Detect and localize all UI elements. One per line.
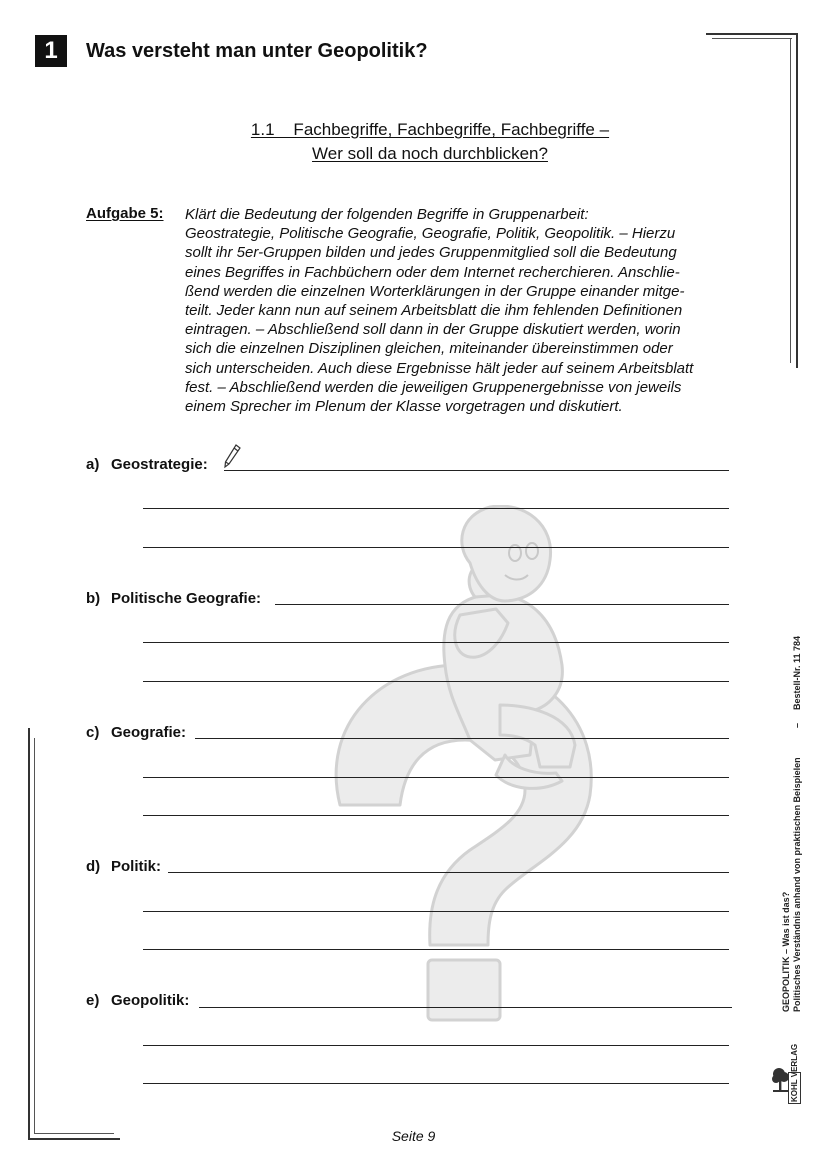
answer-line-e-2[interactable]	[143, 1045, 729, 1046]
task-label: Aufgabe 5:	[86, 205, 164, 222]
answer-line-a-1[interactable]	[224, 470, 729, 471]
task-line: fest. – Abschließend werden die jeweiligen Gruppenergebnisse von jeweils	[185, 378, 682, 396]
answer-line-d-2[interactable]	[143, 911, 729, 912]
sidebar-book-title: GEOPOLITIK – Was ist das?	[781, 891, 791, 1012]
question-a-term: Geostrategie:	[111, 456, 208, 473]
question-e-term: Geopolitik:	[111, 992, 190, 1009]
sidebar-order-number: Bestell-Nr. 11 784	[792, 635, 802, 710]
task-line: Geostrategie, Politische Geografie, Geografie, Politik, Geopolitik. – Hierzu	[185, 225, 676, 243]
answer-line-c-2[interactable]	[143, 777, 729, 778]
subtitle-line-1: 1.1 Fachbegriffe, Fachbegriffe, Fachbegriffe –	[250, 120, 610, 139]
question-d-letter: d)	[86, 858, 101, 875]
task-line: einem Sprecher im Plenum der Klasse vorgetragen und diskutiert.	[185, 398, 623, 416]
answer-line-a-3[interactable]	[143, 547, 729, 548]
chapter-number-box: 1	[35, 35, 67, 67]
question-b-letter: b)	[86, 590, 101, 607]
answer-line-b-2[interactable]	[143, 642, 729, 643]
subtitle-line-2: Wer soll da noch durchblicken?	[312, 144, 548, 163]
pencil-icon	[222, 443, 242, 469]
frame-right-inner	[790, 38, 791, 363]
task-line: eintragen. – Abschließend soll dann in der Gruppe diskutiert werden, worin	[185, 321, 681, 339]
answer-line-e-3[interactable]	[143, 1083, 729, 1084]
frame-right-outer	[796, 33, 798, 368]
answer-line-c-1[interactable]	[195, 738, 729, 739]
question-c-letter: c)	[86, 724, 100, 741]
task-line: Klärt die Bedeutung der folgenden Begriffe in Gruppenarbeit:	[185, 206, 589, 223]
answer-line-e-1[interactable]	[199, 1007, 732, 1008]
task-line: eines Begriffes in Fachbüchern oder dem Internet recherchieren. Anschlie-	[185, 263, 680, 281]
answer-line-a-2[interactable]	[143, 508, 729, 509]
answer-line-b-3[interactable]	[143, 681, 729, 682]
chapter-title: Was versteht man unter Geopolitik?	[86, 40, 428, 62]
answer-line-d-1[interactable]	[168, 872, 729, 873]
task-line: ßend werden die einzelnen Worterklärungen in der Gruppe einander mitge-	[185, 282, 685, 300]
section-subtitle	[180, 118, 680, 166]
answer-line-b-1[interactable]	[275, 604, 729, 605]
sidebar-dash: –	[792, 722, 802, 728]
task-line: sollt ihr 5er-Gruppen bilden und jedes Gruppenmitglied soll die Bedeutung	[185, 244, 677, 262]
page-number: Seite 9	[391, 1128, 436, 1144]
frame-top-right-outer	[706, 33, 798, 35]
answer-line-d-3[interactable]	[143, 949, 729, 950]
question-c-term: Geografie:	[111, 724, 187, 741]
question-d-term: Politik:	[111, 858, 162, 875]
publisher-name: KOHL VERLAG	[790, 1043, 799, 1102]
task-text	[186, 205, 736, 416]
thinking-man-question-mark-illustration	[300, 505, 620, 1025]
question-e-letter: e)	[86, 992, 100, 1009]
frame-left-outer	[28, 728, 30, 1140]
sidebar-book-subtitle: Politisches Verständnis anhand von praktischen Beispielen	[792, 757, 802, 1012]
question-a-letter: a)	[86, 456, 100, 473]
task-line: sich unterscheiden. Auch diese Ergebnisse hält jeder auf seinem Arbeitsblatt	[185, 359, 694, 377]
task-line: teilt. Jeder kann nun auf seinem Arbeitsblatt die ihm fehlenden Definitionen	[185, 302, 683, 320]
task-line: sich die einzelnen Disziplinen gleichen, miteinander übereinstimmen oder	[185, 340, 673, 358]
frame-top-right-inner	[712, 38, 792, 39]
frame-left-inner	[34, 738, 35, 1134]
answer-line-c-3[interactable]	[143, 815, 729, 816]
question-b-term: Politische Geografie:	[111, 590, 262, 607]
